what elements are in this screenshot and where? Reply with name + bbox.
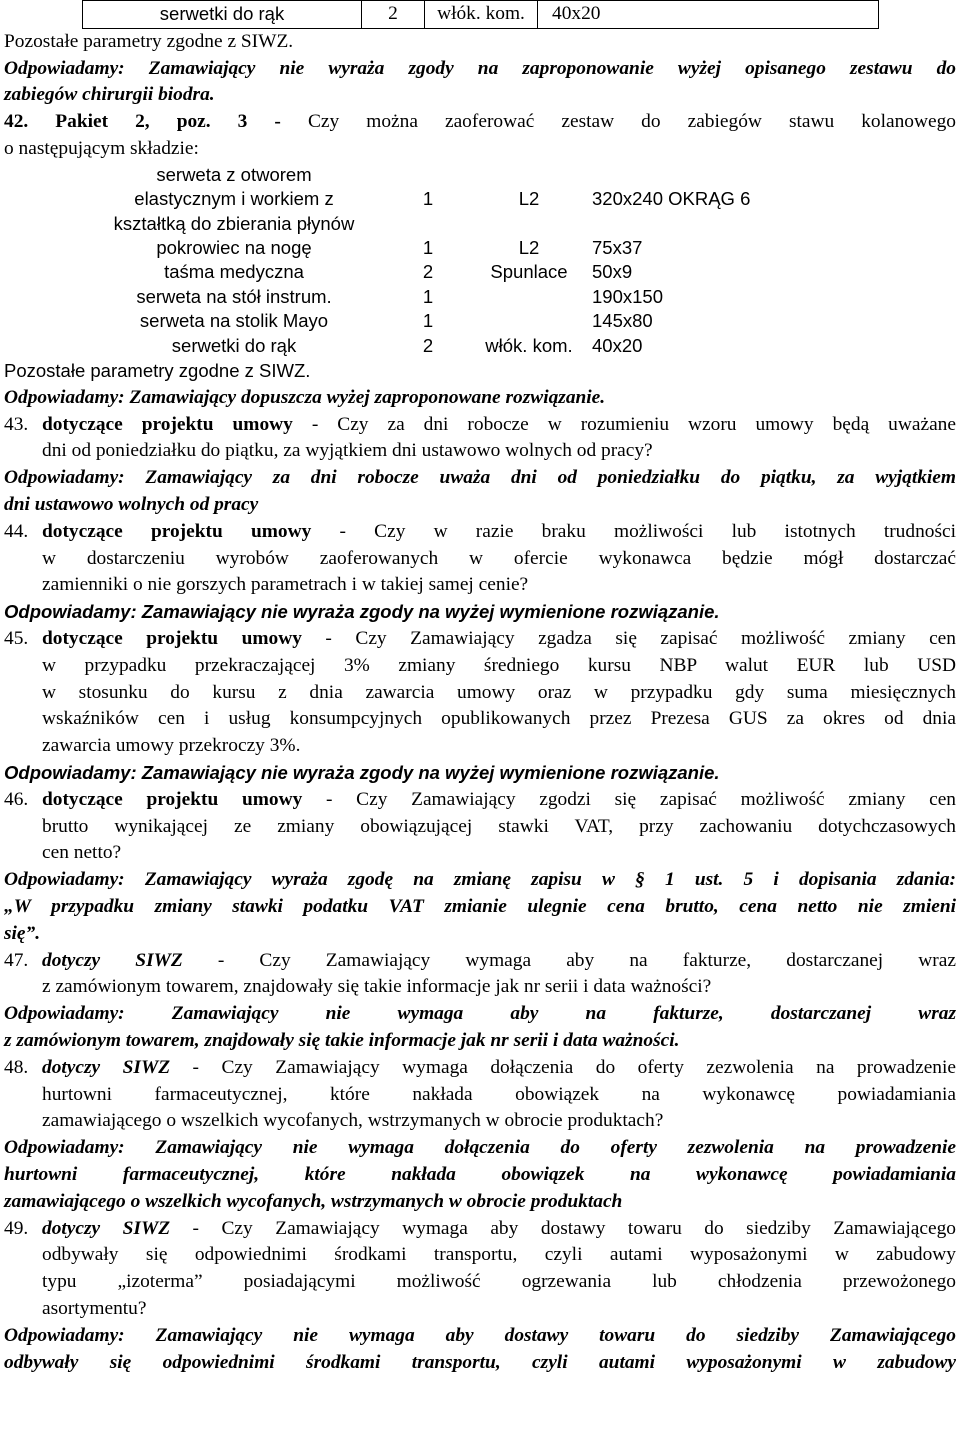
question-42-line: o następującym składzie: bbox=[4, 137, 199, 159]
answer-43-line: Odpowiadamy: Zamawiający za dni robocze uważa dni od poniedziałku do piątku, za wyjątkiem bbox=[4, 467, 956, 489]
table-row bbox=[82, 309, 754, 333]
cell-material: włók. kom. bbox=[485, 334, 573, 356]
answer-44: Odpowiadamy: Zamawiający nie wyraża zgody na wyżej wymienione rozwiązanie. bbox=[4, 601, 720, 623]
question-text: - Czy za dni robocze w rozumieniu wzoru umowy będą uważane bbox=[292, 413, 956, 435]
answer-49-line: Odpowiadamy: Zamawiający nie wymaga aby dostawy towaru do siedziby Zamawiającego bbox=[4, 1324, 956, 1346]
question-text: - Czy Zamawiający wymaga aby dostawy towaru do siedziby Zamawiającego bbox=[170, 1217, 956, 1239]
cell-material: L2 bbox=[518, 188, 540, 210]
question-text-line: w dostarczeniu wyrobów zaoferowanych w ofercie wykonawca będzie mógł dostarczać bbox=[42, 547, 956, 569]
question-text: - Czy Zamawiający wymaga dołączenia do oferty zezwolenia na prowadzenie bbox=[170, 1056, 956, 1078]
question-45 bbox=[4, 626, 956, 760]
cell-name-line: kształtką do zbierania płynów bbox=[113, 212, 355, 234]
question-number: 44. bbox=[4, 520, 29, 542]
cell-qty: 1 bbox=[422, 310, 434, 332]
question-number: 47. bbox=[4, 949, 29, 971]
question-text: - Czy Zamawiający zgodzi się zapisać możliwość zmiany cen bbox=[302, 788, 956, 810]
question-47 bbox=[4, 948, 956, 1002]
question-42-text: Czy można zaoferować zestaw do zabiegów stawu kolanowego bbox=[307, 111, 957, 133]
answer-45: Odpowiadamy: Zamawiający nie wyraża zgody na wyżej wymienione rozwiązanie. bbox=[4, 761, 720, 783]
set-table bbox=[82, 163, 754, 358]
question-44 bbox=[4, 519, 956, 599]
cell-name bbox=[82, 163, 386, 236]
question-text-line: cen netto? bbox=[42, 842, 122, 864]
answer-43-line: dni ustawowo wolnych od pracy bbox=[4, 494, 259, 516]
answer-41-line: Odpowiadamy: Zamawiający nie wyraża zgody na zaproponowanie wyżej opisanego zestawu do bbox=[4, 57, 956, 79]
paragraph: Pozostałe parametry zgodne z SIWZ. bbox=[4, 360, 311, 382]
cell-material bbox=[470, 285, 588, 309]
question-number: 46. bbox=[4, 788, 29, 810]
question-text-line: zamawiającego o wszelkich wycofanych, wstrzymanych w obrocie produktach? bbox=[42, 1110, 664, 1132]
cell-name-line: elastycznym i workiem z bbox=[134, 188, 334, 210]
answer-47-line: Odpowiadamy: Zamawiający nie wymaga aby na fakturze, dostarczanej wraz bbox=[4, 1003, 956, 1025]
question-text: - Czy Zamawiający wymaga aby na fakturze, dostarczanej wraz bbox=[182, 949, 956, 971]
question-43 bbox=[4, 412, 956, 466]
answer-46-line: Odpowiadamy: Zamawiający wyraża zgodę na zmianę zapisu w § 1 ust. 5 i dopisania zdania: bbox=[4, 869, 956, 891]
cell-material: Spunlace bbox=[490, 261, 568, 283]
question-text: - Czy w razie braku możliwości lub istotnych trudności bbox=[311, 520, 957, 542]
cell-size: 40x20 bbox=[538, 1, 879, 29]
question-topic: dotyczy SIWZ bbox=[42, 1056, 171, 1078]
table-row bbox=[82, 285, 754, 309]
cell-qty: 1 bbox=[422, 188, 434, 210]
question-text-line: w przypadku przekraczającej 3% zmiany średniego kursu NBP walut EUR lub USD bbox=[42, 654, 956, 676]
answer-46-line: „W przypadku zmiany stawki podatku VAT zmianie ulegnie cena brutto, cena netto nie zmieni bbox=[4, 895, 956, 917]
cell-size: 145x80 bbox=[592, 310, 653, 332]
question-topic: dotyczące projektu umowy bbox=[42, 788, 303, 810]
question-topic: dotyczące projektu umowy bbox=[42, 520, 312, 542]
cell-name: pokrowiec na nogę bbox=[156, 237, 312, 258]
question-42 bbox=[4, 109, 956, 136]
table-row bbox=[82, 236, 754, 260]
cell-qty: 1 bbox=[422, 285, 434, 307]
table-row bbox=[82, 260, 754, 284]
cell-size: 190x150 bbox=[592, 285, 663, 307]
cell-qty: 2 bbox=[422, 261, 434, 283]
question-text-line: w stosunku do kursu z dnia zawarcia umowy oraz w przypadku gdy suma miesięcznych bbox=[42, 681, 956, 703]
answer-48-line: hurtowni farmaceutycznej, które nakłada obowiązek na wykonawcę powiadamiania bbox=[4, 1163, 956, 1185]
cell-name: taśma medyczna bbox=[164, 261, 304, 283]
cell-qty: 2 bbox=[422, 334, 434, 356]
question-text-line: typu „izoterma” posiadającymi możliwość ogrzewania lub chłodzenia przewożonego bbox=[42, 1271, 956, 1293]
question-text-line: brutto wynikającej ze zmiany obowiązującej stawki VAT, przy zachowaniu dotychczasowych bbox=[42, 815, 956, 837]
table-row bbox=[83, 1, 879, 29]
cell-size: 75x37 bbox=[592, 237, 643, 258]
answer-48-line: Odpowiadamy: Zamawiający nie wymaga dołączenia do oferty zezwolenia na prowadzenie bbox=[4, 1137, 956, 1159]
table-row bbox=[82, 163, 754, 236]
cell-qty: 2 bbox=[362, 1, 425, 29]
table-row bbox=[82, 334, 754, 358]
question-text-line: odbywały się odpowiednimi środkami transportu, czyli autami wyposażonymi w zabudowy bbox=[42, 1244, 956, 1266]
question-number: 49. bbox=[4, 1217, 29, 1239]
cell-material: włók. kom. bbox=[425, 1, 538, 29]
answer-41-line: zabiegów chirurgii biodra. bbox=[4, 84, 215, 106]
cell-name-line: serweta z otworem bbox=[156, 163, 312, 185]
cell-qty: 1 bbox=[422, 237, 434, 258]
question-text-line: z zamówionym towarem, znajdowały się takie informacje jak nr serii i data ważności? bbox=[42, 976, 712, 998]
answer-48-line: zamawiającego o wszelkich wycofanych, wstrzymanych w obrocie produktach bbox=[4, 1190, 623, 1212]
cell-material: L2 bbox=[518, 237, 540, 258]
question-text-line: zawarcia umowy przekroczy 3%. bbox=[42, 735, 301, 757]
question-text: - Czy Zamawiający zgadza się zapisać możliwość zmiany cen bbox=[301, 628, 956, 649]
answer-47-line: z zamówionym towarem, znajdowały się takie informacje jak nr serii i data ważności. bbox=[4, 1029, 680, 1051]
question-text-line: dni od poniedziałku do piątku, za wyjątkiem dni ustawowo wolnych od pracy? bbox=[42, 440, 653, 462]
question-topic: dotyczące projektu umowy bbox=[42, 413, 293, 435]
question-number: 43. bbox=[4, 413, 29, 435]
paragraph: Pozostałe parametry zgodne z SIWZ. bbox=[4, 30, 294, 52]
cell-name: serweta na stół instrum. bbox=[136, 285, 332, 307]
question-text-line: asortymentu? bbox=[42, 1297, 147, 1319]
question-text-line: hurtowni farmaceutycznej, które nakłada obowiązek na wykonawcę powiadamiania bbox=[42, 1083, 956, 1105]
question-46 bbox=[4, 787, 956, 867]
document-page bbox=[4, 0, 956, 1376]
question-42-head: 42. Pakiet 2, poz. 3 - bbox=[4, 111, 281, 133]
answer-49-line: odbywały się odpowiednimi środkami transportu, czyli autami wyposażonymi w zabudowy bbox=[4, 1351, 956, 1373]
question-49 bbox=[4, 1216, 956, 1323]
answer-46-line: się”. bbox=[4, 922, 41, 944]
answer-42: Odpowiadamy: Zamawiający dopuszcza wyżej zaproponowane rozwiązanie. bbox=[4, 386, 606, 408]
cell-name: serweta na stolik Mayo bbox=[139, 310, 329, 332]
question-topic: dotyczy SIWZ bbox=[42, 1217, 171, 1239]
question-48 bbox=[4, 1055, 956, 1135]
question-topic: dotyczące projektu umowy bbox=[42, 628, 302, 649]
question-number: 48. bbox=[4, 1056, 29, 1078]
cell-size: 40x20 bbox=[592, 334, 643, 356]
cell-material bbox=[470, 309, 588, 333]
cell-size: 320x240 OKRĄG 6 bbox=[592, 188, 751, 210]
top-table-fragment bbox=[82, 0, 879, 29]
question-text-line: wskaźników cen i usług konsumpcyjnych opublikowanych przez Prezesa GUS za okres od dnia bbox=[42, 708, 956, 730]
question-text-line: zamienniki o nie gorszych parametrach i w takiej samej cenie? bbox=[42, 574, 529, 596]
cell-name: serwetki do rąk bbox=[83, 1, 362, 29]
question-number: 45. bbox=[4, 628, 29, 649]
question-topic: dotyczy SIWZ bbox=[42, 949, 183, 971]
cell-name: serwetki do rąk bbox=[171, 334, 297, 356]
cell-size: 50x9 bbox=[592, 261, 633, 283]
